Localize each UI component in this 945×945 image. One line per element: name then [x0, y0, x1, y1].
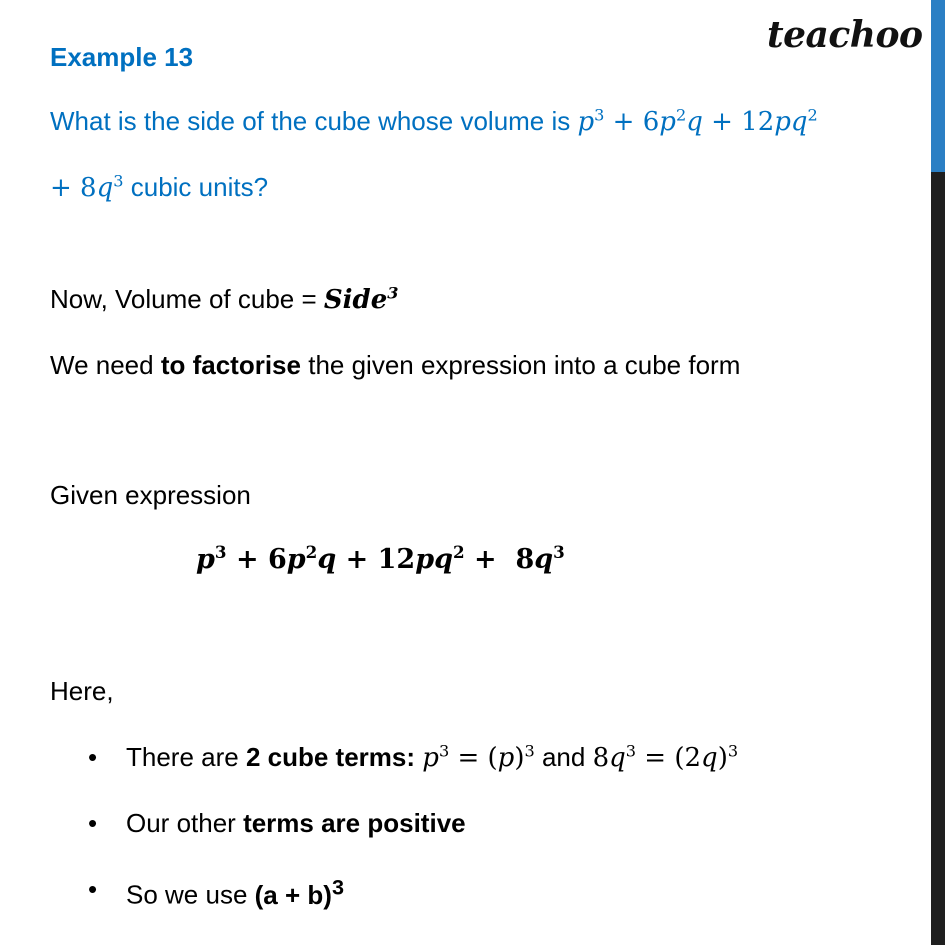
side-cubed: [324, 285, 399, 315]
bullet-1-and: and: [541, 742, 586, 772]
identity-base: (a + b): [254, 879, 332, 910]
bullet-dot: •: [88, 808, 98, 838]
example-title: Example 13: [50, 42, 194, 72]
teachoo-logo: teachoo: [767, 14, 923, 56]
bullet-positive-terms: [126, 808, 466, 839]
question-text: What is the side of the cube whose volume is: [50, 106, 571, 136]
volume-prefix: Now, Volume of cube =: [50, 284, 317, 314]
cube-term-2q: $8q^3 = (2q)^3$: [592, 741, 739, 773]
factorise-line: [50, 350, 740, 381]
here-label: Here,: [50, 676, 114, 706]
scrollbar[interactable]: [931, 0, 945, 945]
bullet-dot: •: [88, 742, 98, 772]
question-units: cubic units?: [130, 172, 269, 202]
factorise-prefix: We need: [50, 350, 154, 380]
bullet-cube-terms: [126, 742, 738, 773]
side-word: Side: [323, 285, 388, 315]
bullet-3-prefix: So we use: [126, 879, 248, 910]
question-line-1: [50, 106, 818, 137]
factorise-suffix: the given expression into a cube form: [308, 350, 741, 380]
question-line-2: [50, 172, 268, 203]
scroll-thumb[interactable]: [931, 0, 945, 172]
volume-formula-line: [50, 284, 399, 315]
bullet-3-identity: [254, 874, 344, 910]
identity-exponent: 3: [331, 874, 344, 899]
cube-term-p: $p^3 = (p)^3$: [422, 741, 535, 773]
given-expression-label: Given expression: [50, 480, 251, 510]
factorise-bold: to factorise: [160, 350, 301, 380]
bullet-1-prefix: There are: [126, 742, 239, 772]
volume-expression-part-2: + $8q^3$: [50, 171, 124, 203]
bullet-2-prefix: Our other: [126, 808, 236, 838]
bullet-1-bold: 2 cube terms:: [245, 742, 416, 772]
given-expression: $p^3 + 6p^2q + 12pq^2 + 8q^3$: [196, 542, 565, 575]
volume-expression-part-1: $p^3 + 6p^2q + 12pq^2$: [577, 105, 818, 137]
bullet-identity: [126, 874, 344, 911]
side-exponent: 3: [387, 283, 399, 303]
bullet-dot: •: [88, 874, 98, 904]
bullet-2-bold: terms are positive: [243, 808, 466, 838]
